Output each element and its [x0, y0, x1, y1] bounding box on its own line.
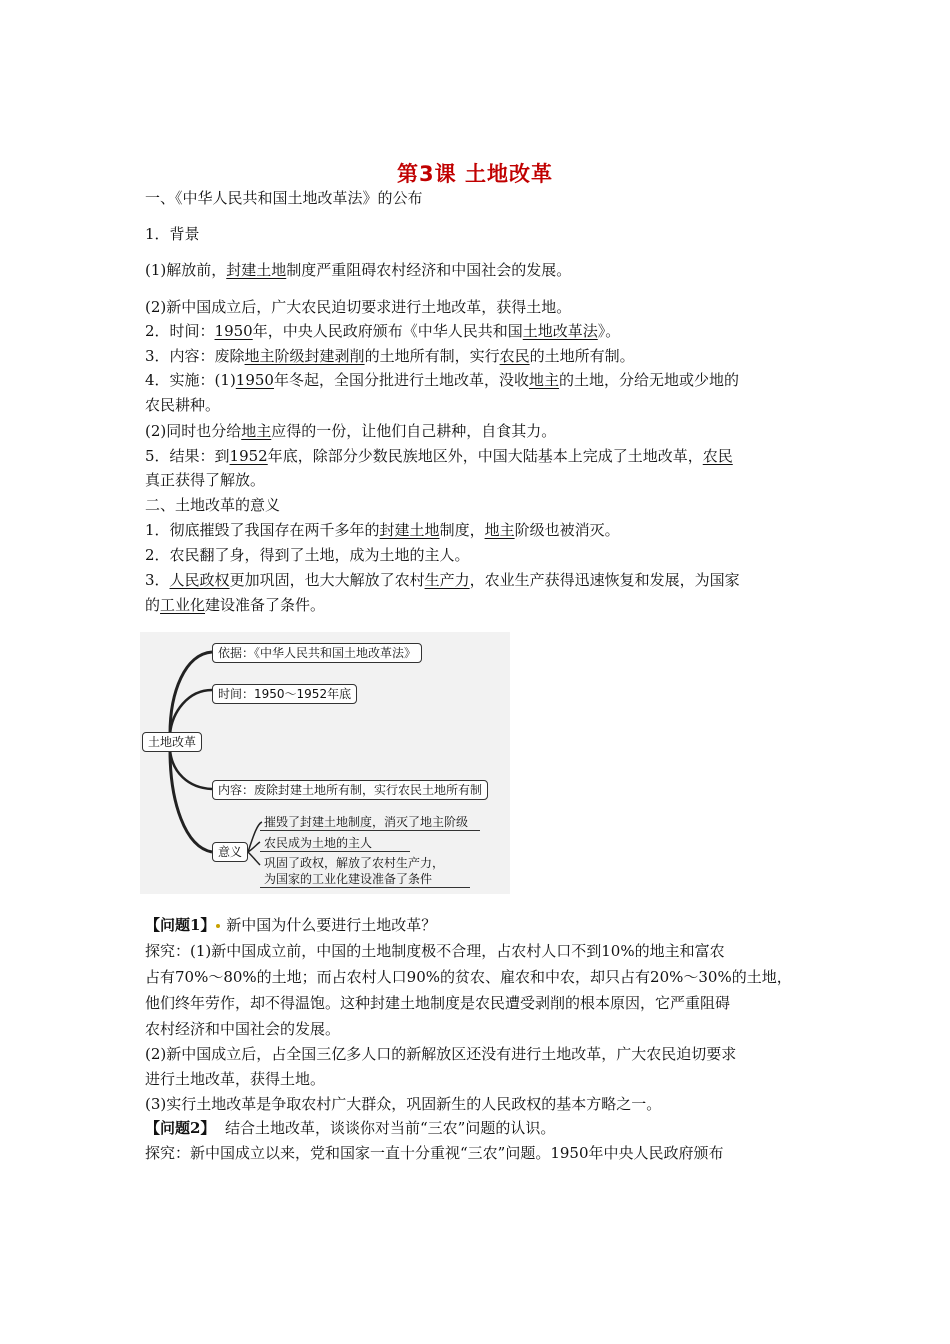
blank-answer: 地主阶级封建剥削 [244, 347, 365, 365]
result-line-1: 5．结果：到1952年底，除部分少数民族地区外，中国大陆基本上完成了土地改革，农民 [145, 447, 733, 465]
mind-map-meaning-item-2: 农民成为土地的主人 [264, 836, 373, 850]
answer-1-line-3: 他们终年劳作，却不得温饱。这种封建土地制度是农民遭受剥削的根本原因，它严重阻碍 [145, 994, 731, 1012]
implementation-line-1: 4．实施：(1)1950年冬起，全国分批进行土地改革，没收地主的土地，分给无地或少地的 [145, 371, 740, 389]
blank-answer: 地主 [484, 521, 515, 539]
implementation-line-2: 农民耕种。 [145, 396, 221, 414]
blank-answer: 封建土地 [379, 521, 440, 539]
answer-2-line-1: 探究：新中国成立以来，党和国家一直十分重视“三农”问题。1950年中央人民政府颁布 [145, 1144, 724, 1162]
section-heading-1: 一、《中华人民共和国土地改革法》的公布 [145, 189, 423, 207]
background-point-1: (1)解放前，封建土地制度严重阻碍农村经济和中国社会的发展。 [145, 261, 572, 279]
background-point-2: (2)新中国成立后，广大农民迫切要求进行土地改革，获得土地。 [145, 298, 572, 316]
mind-map-meaning-item-3-line-1: 巩固了政权，解放了农村生产力， [264, 856, 445, 870]
background-label: 1．背景 [145, 225, 200, 243]
blank-answer: 封建土地 [226, 261, 287, 279]
mind-map-root: 土地改革 [142, 732, 202, 752]
result-line-2: 真正获得了解放。 [145, 471, 266, 489]
divider [260, 830, 480, 831]
mind-map [140, 632, 510, 894]
blank-answer: 人民政权 [169, 571, 230, 589]
blank-answer: 农民 [702, 447, 733, 465]
blank-answer: 1950 [235, 371, 274, 389]
mind-map-meaning-node: 意义 [212, 842, 248, 862]
significance-3-line-2: 的工业化建设准备了条件。 [145, 596, 326, 614]
blank-answer: 农民 [499, 347, 530, 365]
content-line: 3．内容：废除地主阶级封建剥削的土地所有制，实行农民的土地所有制。 [145, 347, 635, 365]
lesson-title: 第3课 土地改革 [397, 162, 553, 186]
answer-1-line-6: 进行土地改革，获得土地。 [145, 1070, 326, 1088]
blank-answer: 1952 [229, 447, 268, 465]
implementation-line-3: (2)同时也分给地主应得的一份，让他们自己耕种，自食其力。 [145, 422, 557, 440]
blank-answer: 地主 [241, 422, 272, 440]
question-label: 【问题2】 [145, 1119, 216, 1137]
section-heading-2: 二、土地改革的意义 [145, 496, 281, 514]
mind-map-meaning-item-1: 摧毁了封建土地制度，消灭了地主阶级 [264, 815, 469, 829]
mind-map-meaning-item-3-line-2: 为国家的工业化建设准备了条件 [264, 872, 433, 886]
mind-map-basis-node: 依据：《中华人民共和国土地改革法》 [212, 643, 422, 663]
blank-answer: 土地改革法 [522, 322, 598, 340]
mind-map-content-node: 内容：废除封建土地所有制，实行农民土地所有制 [212, 780, 488, 800]
answer-1-line-5: (2)新中国成立后，占全国三亿多人口的新解放区还没有进行土地改革，广大农民迫切要求 [145, 1045, 737, 1063]
divider [260, 851, 410, 852]
blank-answer: 1950 [214, 322, 253, 340]
answer-1-line-4: 农村经济和中国社会的发展。 [145, 1020, 341, 1038]
answer-1-line-1: 探究：(1)新中国成立前，中国的土地制度极不合理，占农村人口不到10%的地主和富农 [145, 942, 725, 960]
answer-1-line-2: 占有70%～80%的土地；而占农村人口90%的贫农、雇农和中农，却只占有20%～30%的土地， [145, 968, 792, 986]
significance-2: 2．农民翻了身，得到了土地，成为土地的主人。 [145, 546, 470, 564]
question-label: 【问题1】 [145, 916, 216, 934]
blank-answer: 地主 [529, 371, 560, 389]
mind-map-time-node: 时间：1950～1952年底 [212, 684, 357, 704]
blank-answer: 生产力 [424, 571, 470, 589]
significance-1: 1．彻底摧毁了我国存在两千多年的封建土地制度，地主阶级也被消灭。 [145, 521, 620, 539]
time-line: 2．时间：1950年，中央人民政府颁布《中华人民共和国土地改革法》。 [145, 322, 621, 340]
question-1: 【问题1】 新中国为什么要进行土地改革？ [145, 916, 437, 934]
significance-3-line-1: 3．人民政权更加巩固，也大大解放了农村生产力，农业生产获得迅速恢复和发展，为国家 [145, 571, 740, 589]
question-2: 【问题2】 结合土地改革，谈谈你对当前“三农”问题的认识。 [145, 1119, 556, 1137]
divider [260, 887, 470, 888]
marker-dot [216, 924, 220, 928]
answer-1-line-7: (3)实行土地改革是争取农村广大群众，巩固新生的人民政权的基本方略之一。 [145, 1095, 662, 1113]
blank-answer: 工业化 [160, 596, 206, 614]
